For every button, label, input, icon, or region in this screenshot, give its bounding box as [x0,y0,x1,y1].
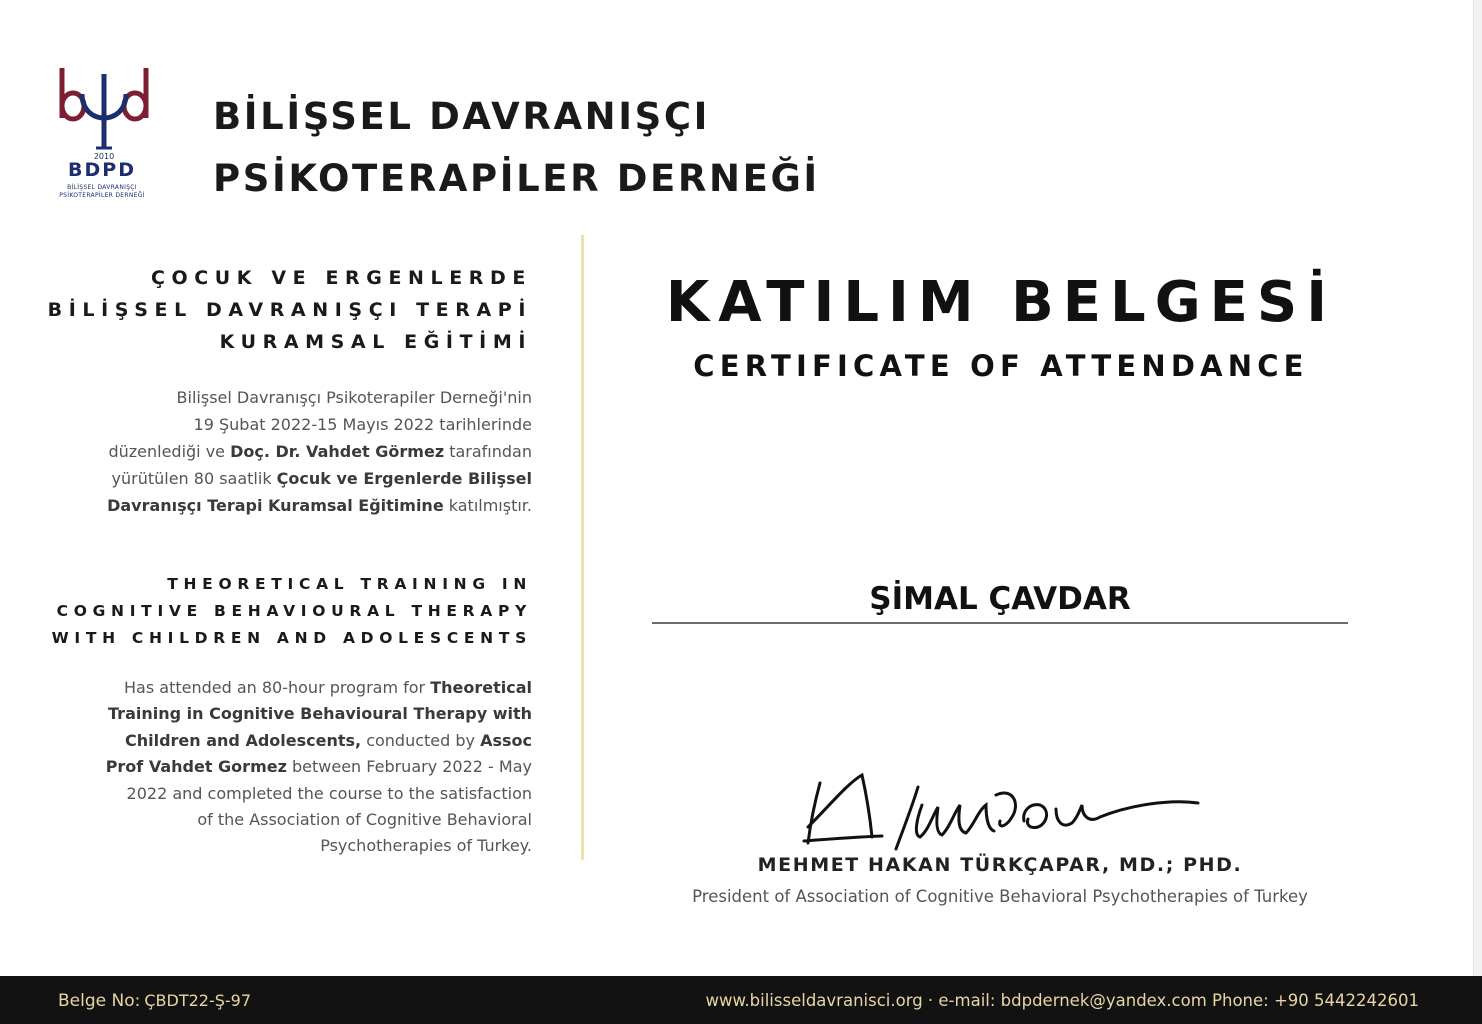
certificate-title: KATILIM BELGESİ [665,270,1337,335]
bdpd-logo [52,64,156,204]
tr-body-line: Bilişsel Davranışçı Psikoterapiler Derneği'nin [176,388,532,407]
en-body-line: Children and Adolescents, conducted by Assoc [124,730,532,750]
logo-abbreviation: BDPD [68,159,136,181]
tr-body-line: Davranışçı Terapi Kuramsal Eğitimine katılmıştır. [107,496,532,515]
en-title-line: THEORETICAL TRAINING IN [167,575,532,593]
en-title-line: WITH CHILDREN AND ADOLESCENTS [51,629,532,647]
turkish-description [40,384,532,519]
document-number-label: Belge No: [58,991,141,1011]
english-description [40,675,532,860]
organization-name [213,86,820,210]
signer-title: President of Association of Cognitive Behavioral Psychotherapies of Turkey [692,887,1308,906]
footer-bar [0,976,1482,1024]
english-course-title [40,571,532,652]
en-body-line: Has attended an 80-hour program for Theoretical [124,678,532,697]
contact-info: www.bilisseldavranisci.org · e-mail: bdpdernek@yandex.com Phone: +90 5442242601 [705,991,1419,1010]
en-body-line: Psychotherapies of Turkey. [320,836,532,856]
document-number [58,990,251,1012]
en-body-line: 2022 and completed the course to the satisfaction [126,783,532,803]
certificate-subtitle: CERTIFICATE OF ATTENDANCE [693,349,1309,383]
signer-name: MEHMET HAKAN TÜRKÇAPAR, MD.; PHD. [757,854,1243,876]
tr-title-line: KURAMSAL EĞİTİMİ [219,331,532,353]
logo-subtitle-line2: PSİKOTERAPİLER DERNEĞİ [59,192,145,199]
document-number-value: ÇBDT22-Ş-97 [144,991,252,1010]
svg-text:2010: 2010 [93,152,115,161]
en-body-line: Training in Cognitive Behavioural Therapy with [108,704,532,724]
tr-title-line: ÇOCUK VE ERGENLERDE [150,267,532,289]
course-name: Davranışçı Terapi Kuramsal Eğitimine [107,496,444,515]
tr-body-line: 19 Şubat 2022-15 Mayıs 2022 tarihlerinde [193,415,532,434]
tr-body-line: yürütülen 80 saatlik Çocuk ve Ergenlerde Bilişsel [111,469,532,488]
org-name-line1: BİLİŞSEL DAVRANIŞÇI [213,95,710,138]
column-divider [581,235,584,860]
turkish-course-title [40,262,532,358]
en-title-line: COGNITIVE BEHAVIOURAL THERAPY [56,602,532,620]
en-body-line: of the Association of Cognitive Behavioral [197,810,532,830]
recipient-name: ŞİMAL ÇAVDAR [869,581,1131,617]
en-body-line: Prof Vahdet Gormez between February 2022 - May [105,757,532,777]
tr-title-line: BİLİŞSEL DAVRANIŞÇI TERAPİ [47,299,532,321]
org-name-line2: PSİKOTERAPİLER DERNEĞİ [213,157,820,200]
page-edge [1473,0,1482,976]
instructor-name: Doç. Dr. Vahdet Görmez [230,442,445,461]
tr-body-line: düzenlediği ve Doç. Dr. Vahdet Görmez tarafından [108,442,532,461]
signature-icon [800,765,1210,855]
logo-subtitle-line1: BİLİŞSEL DAVRANIŞÇI [67,184,137,191]
psi-emblem-icon [52,64,156,162]
course-name: Çocuk ve Ergenlerde Bilişsel [276,469,532,488]
recipient-underline [652,622,1348,624]
